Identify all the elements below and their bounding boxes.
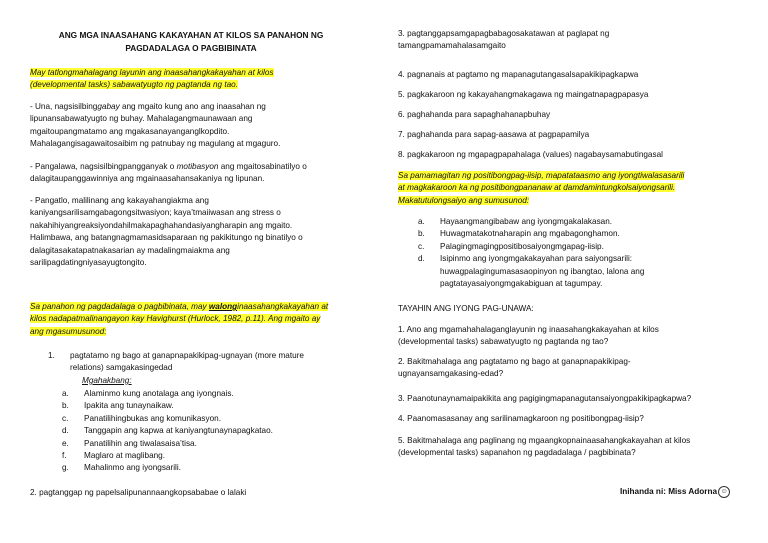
document-title xyxy=(30,29,352,55)
list-item: 4. pagnanais at pagtamo ng mapanagutangasalsapakikipagkapwa xyxy=(398,70,639,79)
list-item: a. Hayaangmangibabaw ang iyongmgakalakasan. xyxy=(418,217,613,226)
list-item: 4. Paanomasasanay ang sarilinamagkaroon ng positibongpag-iisip? xyxy=(398,414,644,423)
una-gabay: gabay xyxy=(97,102,120,111)
list-item: 5. Bakitmahalaga ang paglinang ng mgaangkopnainaasahangkakayahan at kilos (developmental tasks) sapanahon ng pagdadalaga / pagbibinata? xyxy=(398,436,691,458)
una-paragraph xyxy=(30,101,352,151)
pangatlo-line-6: sarilipagdatingniyasayugtongito. xyxy=(30,258,147,268)
item-2: 2. pagtanggap ng papelsalipunannaangkopsababae o lalaki xyxy=(30,488,247,497)
list-item: 3. pagtanggapsamgapagbabagosakatawan at paglapat ng tamangpamamahalasamgaito xyxy=(398,29,610,51)
item-1-line-1: pagtatamo ng bago at ganapnapakikipag-ugnayan (more mature xyxy=(70,351,304,360)
list-item: g. Mahalinmo ang iyongsarili. xyxy=(62,463,181,473)
una-line-4: Mahalagangisagawaitosaibim ng patnubay ng magulang at mgaguro. xyxy=(30,139,281,149)
list-item: b. Huwagmatakotnaharapin ang mgabagonghamon. xyxy=(418,229,620,239)
title-line-1: ANG MGA INAASAHANG KAKAYAHAN AT KILOS SA PANAHON NG xyxy=(58,30,324,40)
pangatlo-line-4: Halimbawa, ang batangnagmamasidsaparaan ng pakikitungo ng binatilyo o xyxy=(30,233,303,243)
intro-line-2: (developmental tasks) sabawatyugto ng pagtanda ng tao. xyxy=(30,80,239,90)
list-item: f. Maglaro at maglibang. xyxy=(62,451,166,461)
list-item: e. Panatilihin ang tiwalasaisa’tisa. xyxy=(62,438,197,448)
pamamagitan-highlight xyxy=(398,170,748,207)
list-item: c. Panatilihingbukas ang komunikasyon. xyxy=(62,413,222,423)
pangatlo-paragraph xyxy=(30,195,352,269)
tayahin-heading: TAYAHIN ANG IYONG PAG-UNAWA: xyxy=(398,304,534,313)
list-item: 2. Bakitmahalaga ang pagtatamo ng bago at ganapnapakikipag- ugnayansamgakasing-edad? xyxy=(398,357,631,379)
intro-highlight xyxy=(30,67,352,92)
signature-text: Inihanda ni: Miss Adorna xyxy=(620,487,718,497)
havig-walong: walong xyxy=(208,302,238,311)
intro-line-1: May tatlongmahalagang layunin ang inaasahangkakayahan at kilos xyxy=(30,68,274,77)
pangatlo-line-3: nakahihiyangreaksiyondahilmakapaghahandasiyangharapin ang mgaito. xyxy=(30,220,293,230)
item-1 xyxy=(48,350,348,387)
list-item: 1. Ano ang mgamahahalaganglayunin ng inaasahangkakayahan at kilos (developmental tasks) sabawatyugto ng pagtanda ng tao? xyxy=(398,325,659,347)
questions-list xyxy=(398,324,753,460)
smiley-icon: ☺ xyxy=(718,486,730,498)
pangalawa-line-2: dalagitaupanggawinniya ang mgainaasahansakaniya ng lipunan. xyxy=(30,174,265,184)
right-items-list xyxy=(398,28,748,169)
list-item: 3. Paanotunaynamaipakikita ang pagigingmapanagutansaiyongpakikipagkapwa? xyxy=(398,394,692,403)
havig-text-c: inaasahangkakayahan at xyxy=(237,302,329,311)
pangatlo-line-1: - Pangatlo, malilinang ang kakayahangiakma ang xyxy=(30,196,209,205)
list-item: b. Ipakita ang tunaynaikaw. xyxy=(62,401,174,411)
tips-list xyxy=(418,216,748,290)
havig-line-2: kilos nadapatmalinangayon kay Havighurst (Hurlock, 1982, p.11). Ang mgaito ay xyxy=(30,314,321,324)
signature xyxy=(620,486,760,499)
list-item: 7. paghahanda para sapag-aasawa at pagpapamilya xyxy=(398,130,590,139)
item-1-number: 1. xyxy=(48,351,55,360)
list-item: c. Palagingmagingpositibosaiyongmgapag-iisip. xyxy=(418,241,604,251)
pangalawa-text-c: ang mgaitosabinatilyo o xyxy=(218,162,307,171)
una-line-3: mgaitoupangmatamo ang mgakasanayanganglkopdito. xyxy=(30,126,230,136)
list-item: 5. pagkakaroon ng kakayahangmakagawa ng maingatnapagpapasya xyxy=(398,90,649,99)
una-text-a: - Una, nagsisilbing xyxy=(30,102,98,111)
list-item: a. Alaminmo kung anotalaga ang iyongnais. xyxy=(62,389,234,398)
havig-line-3: ang mgasumusunod: xyxy=(30,326,107,336)
list-item: 8. pagkakaroon ng mgapagpapahalaga (values) nagabaysamabutingasal xyxy=(398,150,663,159)
list-item: d. Tanggapin ang kapwa at kaniyangtunaynapagkatao. xyxy=(62,426,273,436)
item-1-line-2: relations) samgakasingedad xyxy=(70,363,173,373)
steps-list xyxy=(62,388,342,475)
pangalawa-paragraph xyxy=(30,161,352,186)
havig-text-a: Sa panahon ng pagdadalaga o pagbibinata, may xyxy=(30,302,209,311)
pangalawa-text-a: - Pangalawa, nagsisilbingpangganyak o xyxy=(30,162,177,171)
pangatlo-line-5: dalagitasakatapatnakasarian ay madalingmaiakma ang xyxy=(30,245,230,255)
mgahakbang-label: Mgahakbang: xyxy=(82,375,132,385)
pangalawa-motibasyon: motibasyon xyxy=(176,162,219,171)
pamamagitan-line-2: at magkakaroon ka ng positibongpananaw at damdamintungkolsaiyongsarili. xyxy=(398,183,676,193)
list-item: 6. paghahanda para sapaghahanapbuhay xyxy=(398,110,551,119)
pamamagitan-line-1: Sa pamamagitan ng positibongpag-iisip, mapatataasmo ang iyongtiwalasasarili xyxy=(398,171,685,180)
title-line-2: PAGDADALAGA O PAGBIBINATA xyxy=(125,43,257,53)
list-item: d. Isipinmo ang iyongmgakakayahan para saiyongsarili: huwagpalagingumasasaopinyon ng ibangtao, lalona ang pagtatayasaiyongmgakabiguan at tagumpay. xyxy=(418,254,645,289)
una-line-2: lipunansabawatyugto ng buhay. Mahalagangmaunawaan ang xyxy=(30,114,253,124)
pamamagitan-line-3: Makatutulongsaiyo ang sumusunod: xyxy=(398,195,530,205)
havighurst-highlight xyxy=(30,301,352,338)
una-text-c: ang mgaito kung ano ang inaasahan ng xyxy=(119,102,266,111)
pangatlo-line-2: kaniyangsarilisamgabagongsitwasiyon; kaya’tmaiiwasan ang stress o xyxy=(30,208,281,218)
